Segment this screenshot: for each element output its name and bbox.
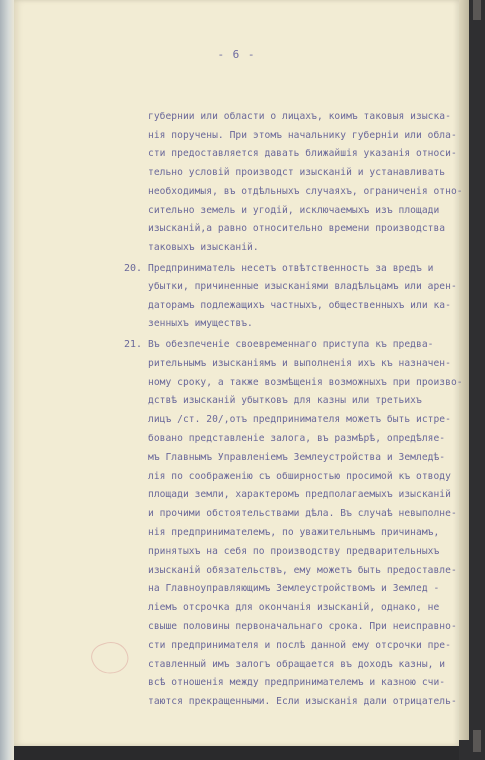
text-line: рительнымъ изысканіямъ и выполненія ихъ къ назначен- bbox=[148, 357, 451, 369]
text-line: нія предпринимателемъ, по уважительнымъ причинамъ, bbox=[148, 527, 440, 538]
left-binding-strip bbox=[0, 0, 14, 760]
text-line: и прочими обстоятельствами дѣла. Въ случаѣ невыполне- bbox=[148, 508, 457, 520]
page-number: - 6 - bbox=[217, 48, 256, 61]
text-line: таковыхъ изысканій. bbox=[148, 241, 259, 253]
text-line: даторамъ подлежащихъ частныхъ, общественныхъ или ка- bbox=[148, 299, 451, 311]
text-line: необходимыя, въ отдѣльныхъ случаяхъ, ограниченія отно- bbox=[148, 185, 463, 197]
text-line: лія по соображенію съ обширностью просимой къ отводу bbox=[148, 470, 451, 482]
text-line: тельно условій производст изысканій и устанавливать bbox=[148, 167, 446, 179]
text-line: ному сроку, а также возмѣщенія возможныхъ при произво- bbox=[148, 376, 463, 388]
paragraph-number: 20. bbox=[124, 263, 143, 274]
text-line: ліемъ отсрочка для окончанія изысканій, однако, не bbox=[148, 602, 440, 614]
text-line: таются прекращенными. Если изысканія дали отрицатель- bbox=[148, 696, 457, 708]
text-line: изысканій,а равно относительно времени производства bbox=[148, 223, 446, 235]
text-line: лицъ /ст. 20/,отъ предпринимателя можетъ быть истре- bbox=[148, 414, 451, 426]
next-page-sliver bbox=[459, 0, 469, 740]
text-line: губернии или области о лицахъ, коимъ таковыя изыска- bbox=[148, 111, 451, 122]
paragraph-number: 21. bbox=[124, 339, 143, 350]
text-line: на Главноуправляющимъ Землеустройствомъ и Землед - bbox=[148, 583, 440, 595]
binding-clip-top bbox=[473, 0, 481, 20]
binding-clip-bottom bbox=[473, 730, 481, 752]
text-line: сти предоставляется давать ближайшія указанія относи- bbox=[148, 148, 457, 160]
text-line: убытки, причиненные изысканіями владѣльцамъ или арен- bbox=[148, 281, 457, 293]
text-line: изысканій обязательствъ, ему можетъ быть предоставле- bbox=[148, 564, 457, 576]
text-line: принятыхъ на себя по производству предварительныхъ bbox=[148, 545, 440, 557]
text-line: сти предпринимателя и послѣ данной ему отсрочки пре- bbox=[148, 639, 451, 651]
text-line: Въ обезпеченіе своевременнаго приступа къ предва- bbox=[148, 339, 434, 350]
text-line: зенныхъ имуществъ. bbox=[148, 317, 253, 329]
text-line: мъ Главнымъ Управленіемъ Землеустройства и Земледѣ- bbox=[148, 451, 446, 463]
text-line: площади земли, характеромъ предполагаемыхъ изысканій bbox=[148, 489, 451, 501]
text-line: бовано представленіе залога, въ размѣрѣ, опредѣляе- bbox=[148, 433, 446, 444]
text-line: дствѣ изысканій убытковъ для казны или третьихъ bbox=[148, 395, 422, 407]
text-line: Предприниматель несетъ отвѣтственность за вредъ и bbox=[148, 263, 434, 274]
text-line: ставленный имъ залогъ обращается въ доходъ казны, и bbox=[148, 658, 446, 670]
text-line: свыше половины первоначальнаго срока. При неисправно- bbox=[148, 621, 457, 632]
text-line: сительно земель и угодій, исключаемыхъ изъ площади bbox=[148, 204, 440, 216]
text-line: нія поручены. При этомъ начальнику губерніи или обла- bbox=[148, 129, 457, 141]
text-line: всѣ отношенія между предпринимателемъ и казною счи- bbox=[148, 677, 446, 689]
